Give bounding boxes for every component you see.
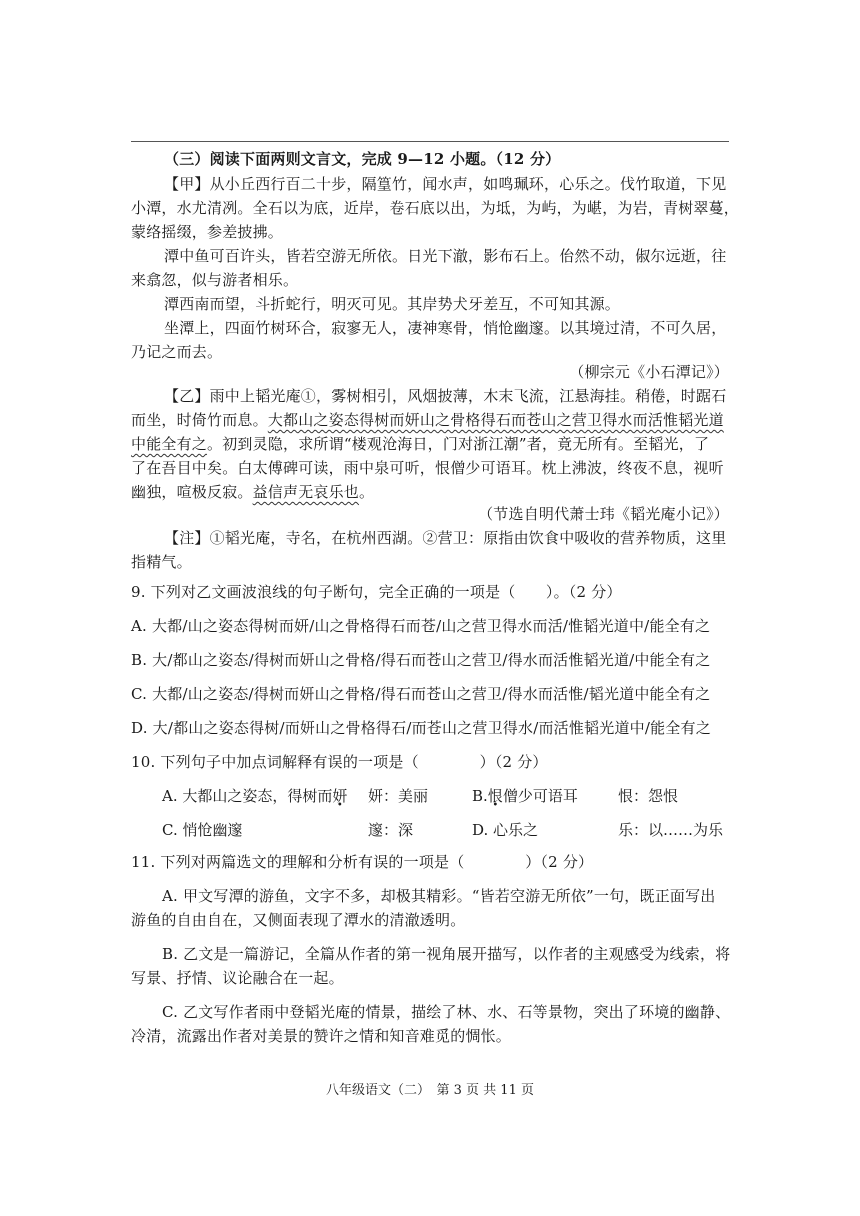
jia-line: 乃记之而去。 <box>131 343 223 361</box>
wavy-underlined-sentence: 益信声无哀乐也 <box>252 483 360 501</box>
note-line: 指精气。 <box>131 553 192 571</box>
q10-option-a: A. 大都山之姿态，得树而妍 <box>162 787 348 805</box>
yi-text: 而坐，时倚竹而息。 <box>131 411 268 429</box>
q9-option: D. 大/都山之姿态得树/而妍山之骨格得石/而苍山之营卫得水/而活惟韬光道中/能全有之 <box>131 719 711 737</box>
yi-line: 了在吾目中矣。白太傅碑可读，雨中泉可听，恨僧少可语耳。枕上沸波，终夜不息，视听 <box>131 459 724 477</box>
yi-line <box>131 482 374 502</box>
q10-option-b-gloss: 恨：怨恨 <box>618 787 679 805</box>
q11-option-a: 游鱼的自由自在，又侧面表现了潭水的清澈透明。 <box>131 911 466 929</box>
q9-option: A. 大都/山之姿态得树而妍/山之骨格得石而苍/山之营卫得水而活/惟韬光道中/能全有之 <box>131 617 711 635</box>
q9-option: C. 大都/山之姿态/得树而妍山之骨格/得石而苍山之营卫/得水而活惟/韬光道中能全有之 <box>131 685 711 703</box>
yi-source: （节选自明代萧士玮《韬光庵小记》） <box>478 505 729 523</box>
yi-text: 。初到灵隐，求所谓“楼观沧海日，门对浙江潮”者，竟无所有。至韬光，了 <box>207 435 710 453</box>
top-divider <box>131 141 729 142</box>
q10-option-d: D. 心乐之 <box>472 821 539 839</box>
dotted-word: 恨 <box>487 787 503 805</box>
q10-option-c: C. 悄怆幽邃 <box>162 821 243 839</box>
wavy-underlined-sentence: 中能全有之 <box>131 435 208 453</box>
jia-line: 小潭，水尤清冽。全石以为底，近岸，卷石底以出，为坻，为屿，为嵁，为岩，青树翠蔓， <box>131 199 740 217</box>
q9-option: B. 大/都山之姿态/得树而妍山之骨格/得石而苍山之营卫/得水而活惟韬光道/中能全有之 <box>131 651 711 669</box>
note-line: 【注】①韬光庵，寺名，在杭州西湖。②营卫：原指由饮食中吸收的营养物质，这里 <box>164 529 727 547</box>
q11-option-c: C. 乙文写作者雨中登韬光庵的情景，描绘了林、水、石等景物，突出了环境的幽静、 <box>162 1003 731 1021</box>
yi-line <box>131 410 724 430</box>
q10-option-c-gloss: 邃：深 <box>368 821 414 839</box>
q10-option-b: B.恨僧少可语耳 <box>472 787 578 805</box>
wavy-underlined-sentence: 大都山之姿态得树而妍山之骨格得石而苍山之营卫得水而活惟韬光道 <box>267 411 724 429</box>
q9-stem: 9. 下列对乙文画波浪线的句子断句，完全正确的一项是（ ）。（2 分） <box>131 583 622 601</box>
jia-line: 【甲】从小丘西行百二十步，隔篁竹，闻水声，如鸣珮环，心乐之。伐竹取道，下见 <box>164 175 727 193</box>
q10-option-a-gloss: 妍：美丽 <box>368 787 429 805</box>
q11-stem: 11. 下列对两篇选文的理解和分析有误的一项是（ ）（2 分） <box>131 853 594 871</box>
jia-line: 潭西南而望，斗折蛇行，明灭可见。其岸势犬牙差互，不可知其源。 <box>164 295 621 313</box>
dotted-word: 妍 <box>332 787 348 805</box>
q11-option-c: 冷清，流露出作者对美景的赞许之情和知音难觅的惆怅。 <box>131 1027 512 1045</box>
jia-line: 来翕忽，似与游者相乐。 <box>131 271 299 289</box>
jia-line: 蒙络摇缀，参差披拂。 <box>131 223 284 241</box>
page-footer: 八年级语文（二） 第 3 页 共 11 页 <box>326 1083 534 1098</box>
q10-option-d-gloss: 乐：以……为乐 <box>618 821 724 839</box>
yi-text: 。 <box>359 483 375 501</box>
q11-option-b: 写景、抒情、议论融合在一起。 <box>131 969 344 987</box>
q11-option-a: A. 甲文写潭的游鱼，文字不多，却极其精彩。“皆若空游无所依”一句，既正面写出 <box>162 887 716 905</box>
q11-option-b: B. 乙文是一篇游记，全篇从作者的第一视角展开描写，以作者的主观感受为线索，将 <box>162 945 731 963</box>
yi-line <box>131 434 709 454</box>
jia-line: 潭中鱼可百许头，皆若空游无所依。日光下澈，影布石上。佁然不动，俶尔远逝，往 <box>164 247 727 265</box>
yi-line: 【乙】雨中上韬光庵①，雾树相引，风烟披薄，木末飞流，江悬海挂。稍倦，时踞石 <box>164 387 727 405</box>
yi-text: 幽独，喧极反寂。 <box>131 483 253 501</box>
jia-source: （柳宗元《小石潭记》） <box>569 363 729 381</box>
jia-line: 坐潭上，四面竹树环合，寂寥无人，凄神寒骨，悄怆幽邃。以其境过清，不可久居， <box>164 319 727 337</box>
q10-stem: 10. 下列句子中加点词解释有误的一项是（ ）（2 分） <box>131 753 548 771</box>
section-title: （三）阅读下面两则文言文，完成 9—12 小题。（12 分） <box>164 150 561 168</box>
